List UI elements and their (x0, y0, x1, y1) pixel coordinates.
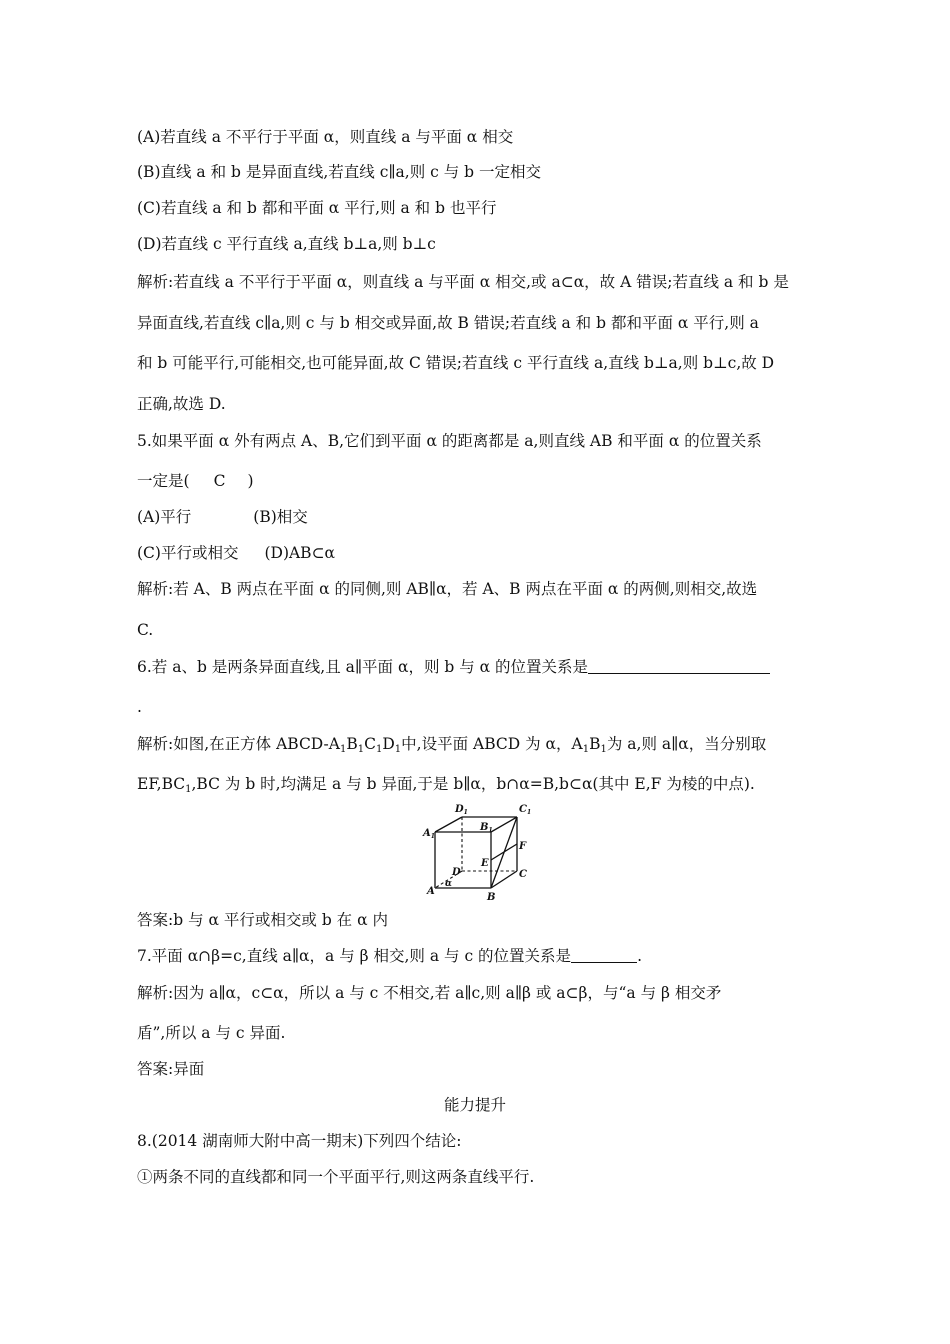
q5-option-a: (A)平行 (137, 508, 192, 526)
subscript-1: 1 (600, 744, 607, 755)
q6-analysis-text-e: 中,设平面 ABCD 为 α，A (401, 735, 583, 753)
q6-analysis-text-f: B (589, 735, 601, 753)
q5-option-d: (D)AB⊂α (264, 544, 336, 562)
q5-options-row-1 (137, 507, 308, 527)
q6-analysis-text-b: B (346, 735, 358, 753)
q6-analysis-text-d: D (382, 735, 395, 753)
q5-stem-line-2 (137, 471, 254, 491)
q5-analysis-line-1: 解析:若 A、B 两点在平面 α 的同侧,则 AB∥α，若 A、B 两点在平面 α 的两侧,则相交,故选 (137, 580, 758, 598)
q6-analysis-text-a: 解析:如图,在正方体 ABCD-A (137, 735, 340, 753)
q7-stem-text: 7.平面 α∩β=c,直线 a∥α，a 与 β 相交,则 a 与 c 的位置关系是 (137, 947, 572, 965)
q5-answer: C (213, 472, 226, 490)
q6-analysis-text-i: ,BC 为 b 时,均满足 a 与 b 异面,于是 b∥α，b∩α=B,b⊂α(其中 E,F 为棱的中点). (191, 775, 755, 793)
label-d1: $D_1$ (455, 804, 468, 816)
q4-analysis-line-2: 异面直线,若直线 c∥a,则 c 与 b 相交或异面,故 B 错误;若直线 a 和 b 都和平面 α 平行,则 a (137, 314, 759, 332)
q8-stem: 8.(2014 湖南师大附中高一期末)下列四个结论: (137, 1132, 462, 1150)
label-e: E (481, 858, 489, 869)
q6-stem-text: 6.若 a、b 是两条异面直线,且 a∥平面 α，则 b 与 α 的位置关系是 (137, 658, 589, 676)
label-c: C (519, 869, 527, 880)
label-a: A (427, 886, 435, 897)
q6-stem (137, 657, 770, 677)
q4-analysis-line-3: 和 b 可能平行,可能相交,也可能异面,故 C 错误;若直线 c 平行直线 a,直线 b⊥a,则 b⊥c,故 D (137, 354, 775, 372)
q5-analysis-line-2: C. (137, 621, 154, 639)
q5-option-c: (C)平行或相交 (137, 544, 239, 562)
section-title: 能力提升 (443, 1096, 506, 1114)
q6-analysis-text-c: C (364, 735, 376, 753)
q7-answer: 答案:异面 (137, 1060, 205, 1078)
q7-analysis-line-1: 解析:因为 a∥α，c⊂α，所以 a 与 c 不相交,若 a∥c,则 a∥β 或 a⊂β，与“a 与 β 相交矛 (137, 984, 722, 1002)
cube-figure (420, 800, 535, 902)
subscript-1: 1 (582, 744, 590, 755)
label-b: B (487, 892, 496, 902)
subscript-1: 1 (185, 784, 192, 795)
q6-answer: 答案:b 与 α 平行或相交或 b 在 α 内 (137, 911, 388, 929)
label-c1: $C_1$ (519, 804, 532, 816)
label-a1: $A_1$ (423, 828, 435, 840)
q7-analysis-line-2: 盾”,所以 a 与 c 异面. (137, 1024, 286, 1042)
q5-stem-prefix: 一定是( (137, 472, 190, 490)
label-b1: $B_1$ (480, 822, 493, 834)
q5-stem-line-1: 5.如果平面 α 外有两点 A、B,它们到平面 α 的距离都是 a,则直线 AB 和平面 α 的位置关系 (137, 432, 762, 450)
q4-option-a: (A)若直线 a 不平行于平面 α，则直线 a 与平面 α 相交 (137, 128, 514, 146)
q4-analysis-line-4: 正确,故选 D. (137, 395, 226, 413)
q6-analysis-line-1 (137, 734, 766, 760)
subscript-1: 1 (339, 744, 347, 755)
q7-stem-end: . (637, 947, 642, 965)
label-alpha: α (445, 879, 452, 889)
q6-answer-blank (588, 659, 770, 674)
label-f: F (519, 841, 527, 852)
subscript-1: 1 (394, 744, 402, 755)
q6-analysis-line-2 (137, 774, 755, 800)
q6-analysis-text-h: EF,BC (137, 775, 186, 793)
q4-option-c: (C)若直线 a 和 b 都和平面 α 平行,则 a 和 b 也平行 (137, 199, 497, 217)
q5-option-b: (B)相交 (253, 508, 308, 526)
q4-option-d: (D)若直线 c 平行直线 a,直线 b⊥a,则 b⊥c (137, 235, 436, 253)
q7-stem (137, 946, 642, 966)
q6-stem-end: . (137, 698, 142, 716)
label-d: D (452, 867, 461, 878)
subscript-1: 1 (375, 744, 383, 755)
subscript-1: 1 (357, 744, 365, 755)
q5-options-row-2 (137, 543, 335, 563)
q4-analysis-line-1: 解析:若直线 a 不平行于平面 α，则直线 a 与平面 α 相交,或 a⊂α，故 A 错误;若直线 a 和 b 是 (137, 273, 789, 291)
q5-stem-suffix: ) (247, 472, 254, 490)
q6-analysis-text-g: 为 a,则 a∥α，当分别取 (606, 735, 767, 753)
q8-item-1: ①两条不同的直线都和同一个平面平行,则这两条直线平行. (137, 1168, 535, 1186)
q7-answer-blank (571, 948, 637, 963)
q4-option-b: (B)直线 a 和 b 是异面直线,若直线 c∥a,则 c 与 b 一定相交 (137, 163, 542, 181)
